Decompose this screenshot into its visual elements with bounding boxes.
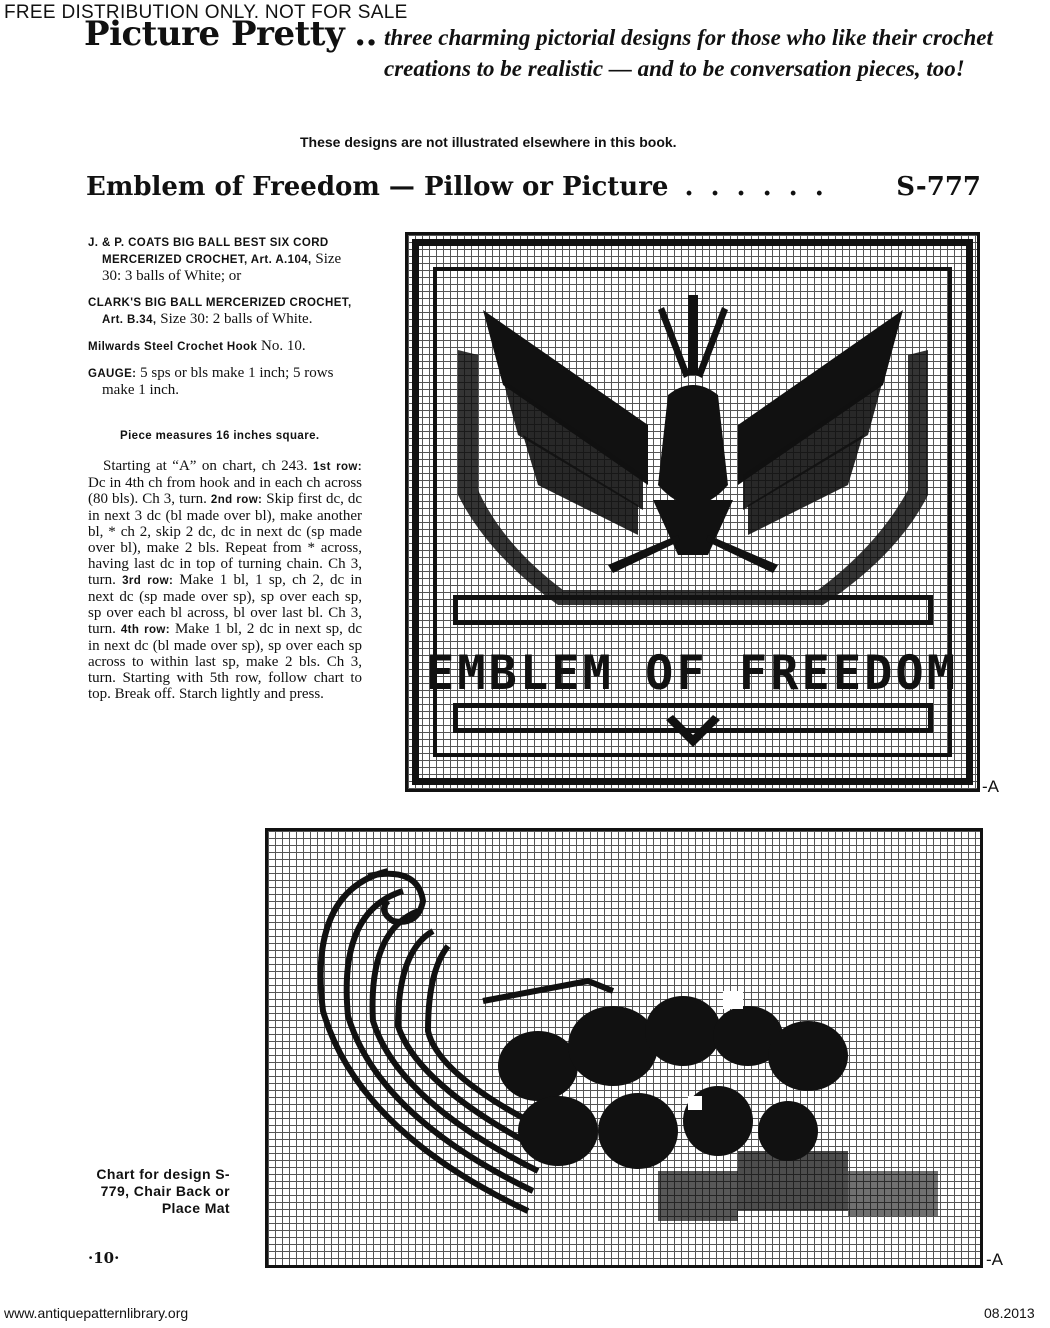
row-label: 4th row: — [120, 624, 170, 636]
emblem-chart-label: EMBLEM OF FREEDOM — [425, 646, 959, 701]
section-title: Emblem of Freedom — Pillow or Picture — [86, 172, 669, 202]
material-brand: GAUGE: — [88, 368, 137, 380]
start-marker-a: -A — [986, 1250, 1003, 1269]
intro-text: Starting at “A” on chart, ch 243. — [103, 458, 308, 474]
material-item — [88, 338, 360, 355]
material-detail: Size 30: 3 balls of White; or — [102, 251, 342, 284]
materials-list — [88, 234, 360, 408]
material-detail: No. 10. — [261, 338, 306, 354]
section-dots: ...... — [684, 172, 841, 202]
distribution-notice: FREE DISTRIBUTION ONLY. NOT FOR SALE — [4, 2, 408, 23]
row-text: Dc in 4th ch from hook and in each ch across (80 bls). Ch 3, turn. — [88, 475, 362, 507]
title-dots: .. — [354, 14, 377, 54]
material-detail: 5 sps or bls make 1 inch; 5 rows make 1 inch. — [102, 365, 334, 398]
row-label: 2nd row: — [210, 494, 263, 506]
material-brand: J. & P. COATS BIG BALL BEST SIX CORD MERCERIZED CROCHET, Art. A.104, — [88, 237, 329, 266]
section-heading — [86, 172, 981, 202]
row-text: Make 1 bl, 2 dc in next sp, dc in next dc (bl made over sp), sp over each sp across to within last sp, make 2 bls. Ch 3, turn. Starting with 5th row, follow chart to top. Break off. Starch lightly and press. — [88, 621, 363, 702]
material-item — [88, 365, 360, 398]
row-text: Make 1 bl, 1 sp, ch 2, dc in next dc (sp made over sp), sp over each sp, sp over each bl across, bl over last bl. Ch 3, turn. — [88, 572, 362, 637]
emblem-chart — [405, 232, 980, 792]
material-brand: Milwards Steel Crochet Hook — [88, 341, 258, 353]
material-item — [88, 234, 360, 284]
material-item — [88, 294, 360, 328]
emblem-chart-drawing — [408, 235, 977, 789]
row-text: Skip first dc, dc in next 3 dc (bl made over bl), make another bl, * ch 2, skip 2 dc, dc in next dc (sp made over bl), make 2 bls. Repeat from * across, having last dc in top of turning chain. Ch 3, turn. — [88, 491, 363, 588]
row-label: 1st row: — [312, 461, 363, 473]
material-brand: CLARK'S BIG BALL MERCERIZED CROCHET, Art. B.34, — [88, 297, 352, 326]
page-title-text: Picture Pretty — [84, 14, 345, 54]
section-code: S-777 — [896, 172, 981, 202]
page-title — [84, 14, 377, 54]
instructions — [88, 458, 362, 702]
footer-date: 08.2013 — [984, 1305, 1035, 1321]
footer-url: www.antiquepatternlibrary.org — [4, 1305, 189, 1321]
illustration-note: These designs are not illustrated elsewhere in this book. — [300, 134, 677, 150]
start-marker-a: -A — [982, 777, 999, 796]
page-number: ·10· — [88, 1249, 120, 1267]
material-detail: Size 30: 2 balls of White. — [160, 311, 313, 327]
measurement-note: Piece measures 16 inches square. — [120, 430, 320, 442]
chart-caption: Chart for design S-779, Chair Back or Place Mat — [96, 1166, 230, 1216]
row-label: 3rd row: — [122, 575, 174, 587]
cornucopia-chart-drawing — [268, 831, 980, 1265]
page-subtitle: three charming pictorial designs for those who like their crochet creations to be realistic — and to be conversation pieces, too! — [384, 25, 993, 81]
instructions-body — [88, 458, 362, 702]
cornucopia-chart — [265, 828, 983, 1268]
